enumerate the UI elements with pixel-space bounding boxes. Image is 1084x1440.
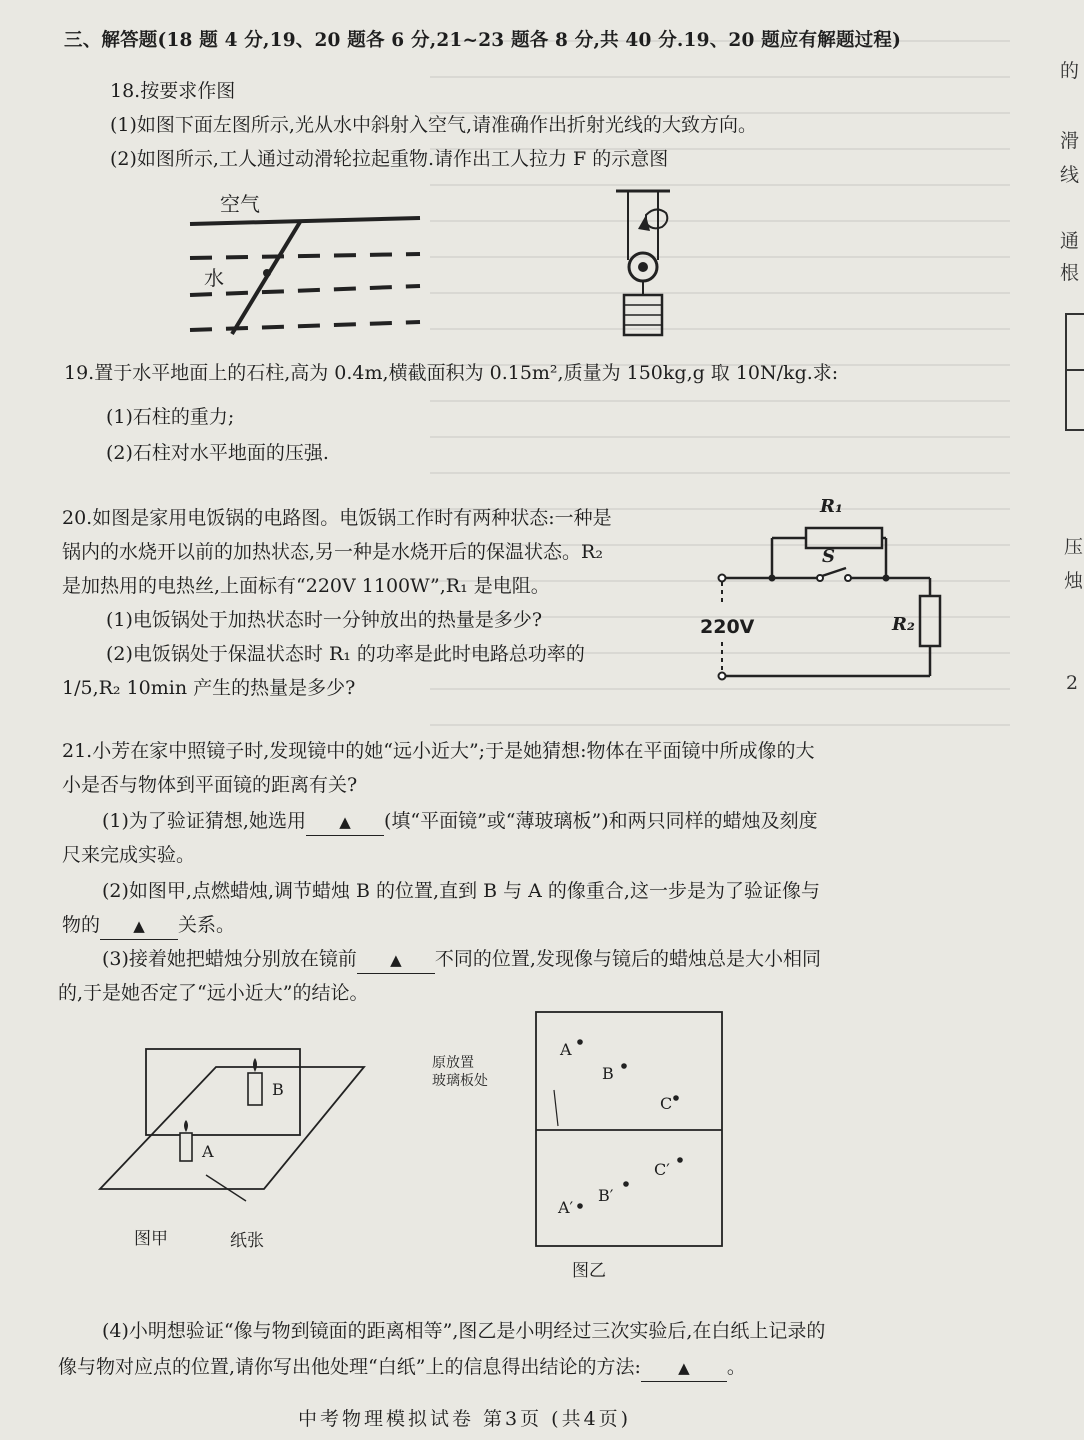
q19-part2: (2)石柱对水平地面的压强. xyxy=(106,442,329,464)
q20-part3: 1/5,R₂ 10min 产生的热量是多少? xyxy=(62,677,356,699)
q18-part2: (2)如图所示,工人通过动滑轮拉起重物.请作出工人拉力 F 的示意图 xyxy=(110,148,669,170)
label-voltage: 220V xyxy=(700,616,755,638)
margin-char-5: 根 xyxy=(1060,262,1080,284)
q21-part3-b: 不同的位置,发现像与镜后的蜡烛总是大小相同 xyxy=(434,948,821,970)
q21-part1-b: (填“平面镜”或“薄玻璃板”)和两只同样的蜡烛及刻度 xyxy=(383,810,818,832)
label-air: 空气 xyxy=(220,192,260,216)
label-candle-b: B xyxy=(272,1080,284,1099)
q20-part1: (1)电饭锅处于加热状态时一分钟放出的热量是多少? xyxy=(106,609,543,631)
q21-part3-c: 的,于是她否定了“远小近大”的结论。 xyxy=(58,982,369,1004)
label-r1: R₁ xyxy=(820,496,843,517)
q21-part1-a: (1)为了验证猜想,她选用 xyxy=(102,810,306,832)
q19-stem: 19.置于水平地面上的石柱,高为 0.4m,横截面积为 0.15m²,质量为 150kg,g 取 10N/kg.求: xyxy=(64,362,839,384)
label-water: 水 xyxy=(204,266,224,290)
rice-cooker-circuit xyxy=(700,498,940,688)
page-footer: 中考物理模拟试卷 第3页 (共4页) xyxy=(298,1408,632,1430)
margin-char-8: 2 xyxy=(1066,672,1079,694)
q21-line2: 小是否与物体到平面镜的距离有关? xyxy=(62,774,358,796)
q21-part3 xyxy=(102,946,821,974)
label-paper: 纸张 xyxy=(230,1231,264,1251)
point-b-prime: B′ xyxy=(598,1186,614,1205)
label-switch-s: S xyxy=(822,546,835,567)
q20-part2: (2)电饭锅处于保温状态时 R₁ 的功率是此时电路总功率的 xyxy=(106,643,585,665)
q21-part2-a: (2)如图甲,点燃蜡烛,调节蜡烛 B 的位置,直到 B 与 A 的像重合,这一步是为了验证像与 xyxy=(102,880,820,902)
q19-part1: (1)石柱的重力; xyxy=(106,406,235,428)
margin-char-3: 线 xyxy=(1060,164,1080,186)
q21-part3-a: (3)接着她把蜡烛分别放在镜前 xyxy=(102,948,357,970)
answer-blank-1[interactable]: ▲ xyxy=(306,808,384,836)
q21-part2-b: 物的 xyxy=(62,914,101,936)
section-title: 三、解答题(18 题 4 分,19、20 题各 6 分,21~23 题各 8 分,共 40 分.19、20 题应有解题过程) xyxy=(64,30,902,51)
answer-blank-3[interactable]: ▲ xyxy=(357,946,435,974)
q21-part4-end: 。 xyxy=(726,1356,746,1378)
label-candle-a: A xyxy=(202,1142,214,1161)
q21-part4-a: (4)小明想验证“像与物到镜面的距离相等”,图乙是小明经过三次实验后,在白纸上记录的 xyxy=(102,1320,826,1342)
margin-char-4: 通 xyxy=(1060,230,1080,252)
note-glass-line1: 原放置 xyxy=(432,1055,474,1071)
figure-a-caption: 图甲 xyxy=(134,1229,168,1249)
note-glass-line2: 玻璃板处 xyxy=(432,1073,488,1089)
q21-part4-row xyxy=(58,1354,746,1382)
figure-b-caption: 图乙 xyxy=(572,1261,606,1281)
q21-part2-c: 关系。 xyxy=(178,914,236,936)
q20-line1: 20.如图是家用电饭锅的电路图。电饭锅工作时有两种状态:一种是 xyxy=(62,507,612,529)
q21-part1-c: 尺来完成实验。 xyxy=(62,844,196,866)
point-b: B xyxy=(602,1064,614,1083)
answer-blank-4[interactable]: ▲ xyxy=(641,1354,727,1382)
figure-a-mirror-setup xyxy=(96,1045,376,1205)
point-c-prime: C′ xyxy=(654,1160,670,1179)
point-a: A xyxy=(560,1040,572,1059)
q18-part1: (1)如图下面左图所示,光从水中斜射入空气,请准确作出折射光线的大致方向。 xyxy=(110,114,757,136)
q20-line3: 是加热用的电热丝,上面标有“220V 1100W”,R₁ 是电阻。 xyxy=(62,575,550,597)
pulley-diagram xyxy=(610,185,680,345)
q21-line1: 21.小芳在家中照镜子时,发现镜中的她“远小近大”;于是她猜想:物体在平面镜中所成像的大 xyxy=(62,740,815,762)
margin-char-2: 滑 xyxy=(1060,130,1080,152)
point-a-prime: A′ xyxy=(558,1198,574,1217)
margin-char-1: 的 xyxy=(1060,60,1080,82)
q21-part1 xyxy=(102,808,818,836)
answer-blank-2[interactable]: ▲ xyxy=(100,912,178,940)
refraction-diagram xyxy=(180,200,440,340)
label-r2: R₂ xyxy=(892,614,915,635)
q18-title: 18.按要求作图 xyxy=(110,80,236,102)
point-c: C xyxy=(660,1094,673,1113)
q21-part2-b-row xyxy=(62,912,235,940)
margin-char-6: 压 xyxy=(1064,536,1084,558)
adjacent-page-table-edge xyxy=(1064,312,1084,432)
margin-char-7: 烛 xyxy=(1064,570,1084,592)
q20-line2: 锅内的水烧开以前的加热状态,另一种是水烧开后的保温状态。R₂ xyxy=(62,541,603,563)
q21-part4-b: 像与物对应点的位置,请你写出他处理“白纸”上的信息得出结论的方法: xyxy=(58,1356,641,1378)
